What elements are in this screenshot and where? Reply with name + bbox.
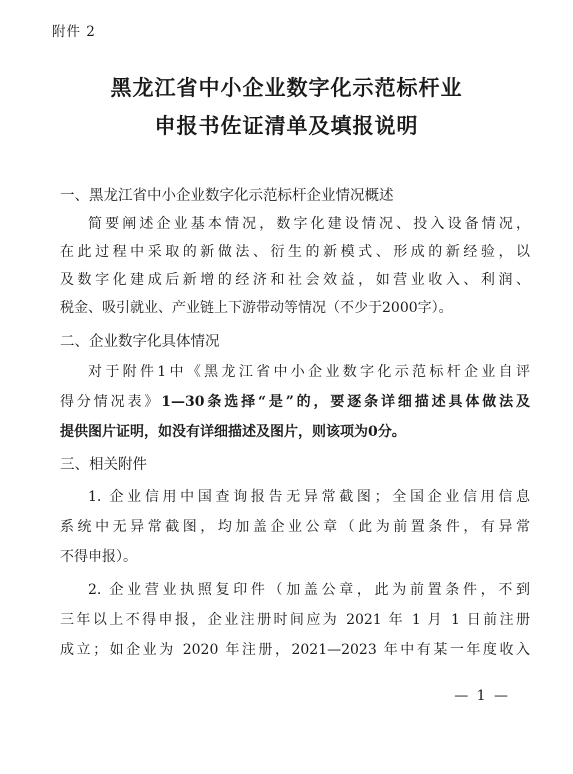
section-1-line: 及数字化建成后新增的经济和社会效益，如营业收入、利润、	[60, 272, 530, 288]
section-2-line-bold-part: 1—30条选择“是”的，要逐条详细描述具体做法及	[161, 394, 531, 410]
page-number: — 1 —	[454, 688, 510, 704]
section-3-item-1-line: 1. 企业信用中国查询报告无异常截图；全国企业信用信息	[88, 489, 530, 505]
section-2-heading: 二、企业数字化具体情况	[60, 334, 220, 350]
section-2-line: 对于附件1中《黑龙江省中小企业数字化示范标杆企业自评	[88, 364, 530, 380]
section-1-line: 在此过程中采取的新做法、衍生的新模式、形成的新经验，以	[60, 244, 530, 260]
section-2-line-mixed	[60, 392, 530, 412]
section-2-line-bold: 提供图片证明，如没有详细描述及图片，则该项为0分。	[60, 424, 406, 440]
attachment-label: 附件 2	[52, 24, 96, 40]
section-1-line: 税金、吸引就业、产业链上下游带动等情况（不少于2000字）。	[60, 300, 453, 316]
section-3-item-2-line: 三年以上不得申报，企业注册时间应为 2021 年 1 月 1 日前注册	[60, 612, 530, 628]
section-2-line-normal-part: 得分情况表》	[60, 394, 162, 410]
document-title-line-2: 申报书佐证清单及填报说明	[154, 113, 419, 138]
section-3-item-1-line: 系统中无异常截图，均加盖企业公章（此为前置条件，有异常	[60, 519, 530, 535]
section-1-line: 简要阐述企业基本情况，数字化建设情况、投入设备情况，	[88, 216, 530, 232]
section-1-heading: 一、黑龙江省中小企业数字化示范标杆企业情况概述	[60, 188, 394, 204]
section-3-heading: 三、相关附件	[60, 457, 147, 473]
section-3-item-2-line: 2. 企业营业执照复印件（加盖公章，此为前置条件，不到	[88, 582, 530, 598]
section-3-item-1-line: 不得申报）。	[60, 549, 137, 565]
document-title-line-1: 黑龙江省中小企业数字化示范标杆业	[110, 75, 463, 100]
section-3-item-2-line: 成立；如企业为 2020 年注册，2021—2023 年中有某一年度收入	[60, 642, 530, 658]
